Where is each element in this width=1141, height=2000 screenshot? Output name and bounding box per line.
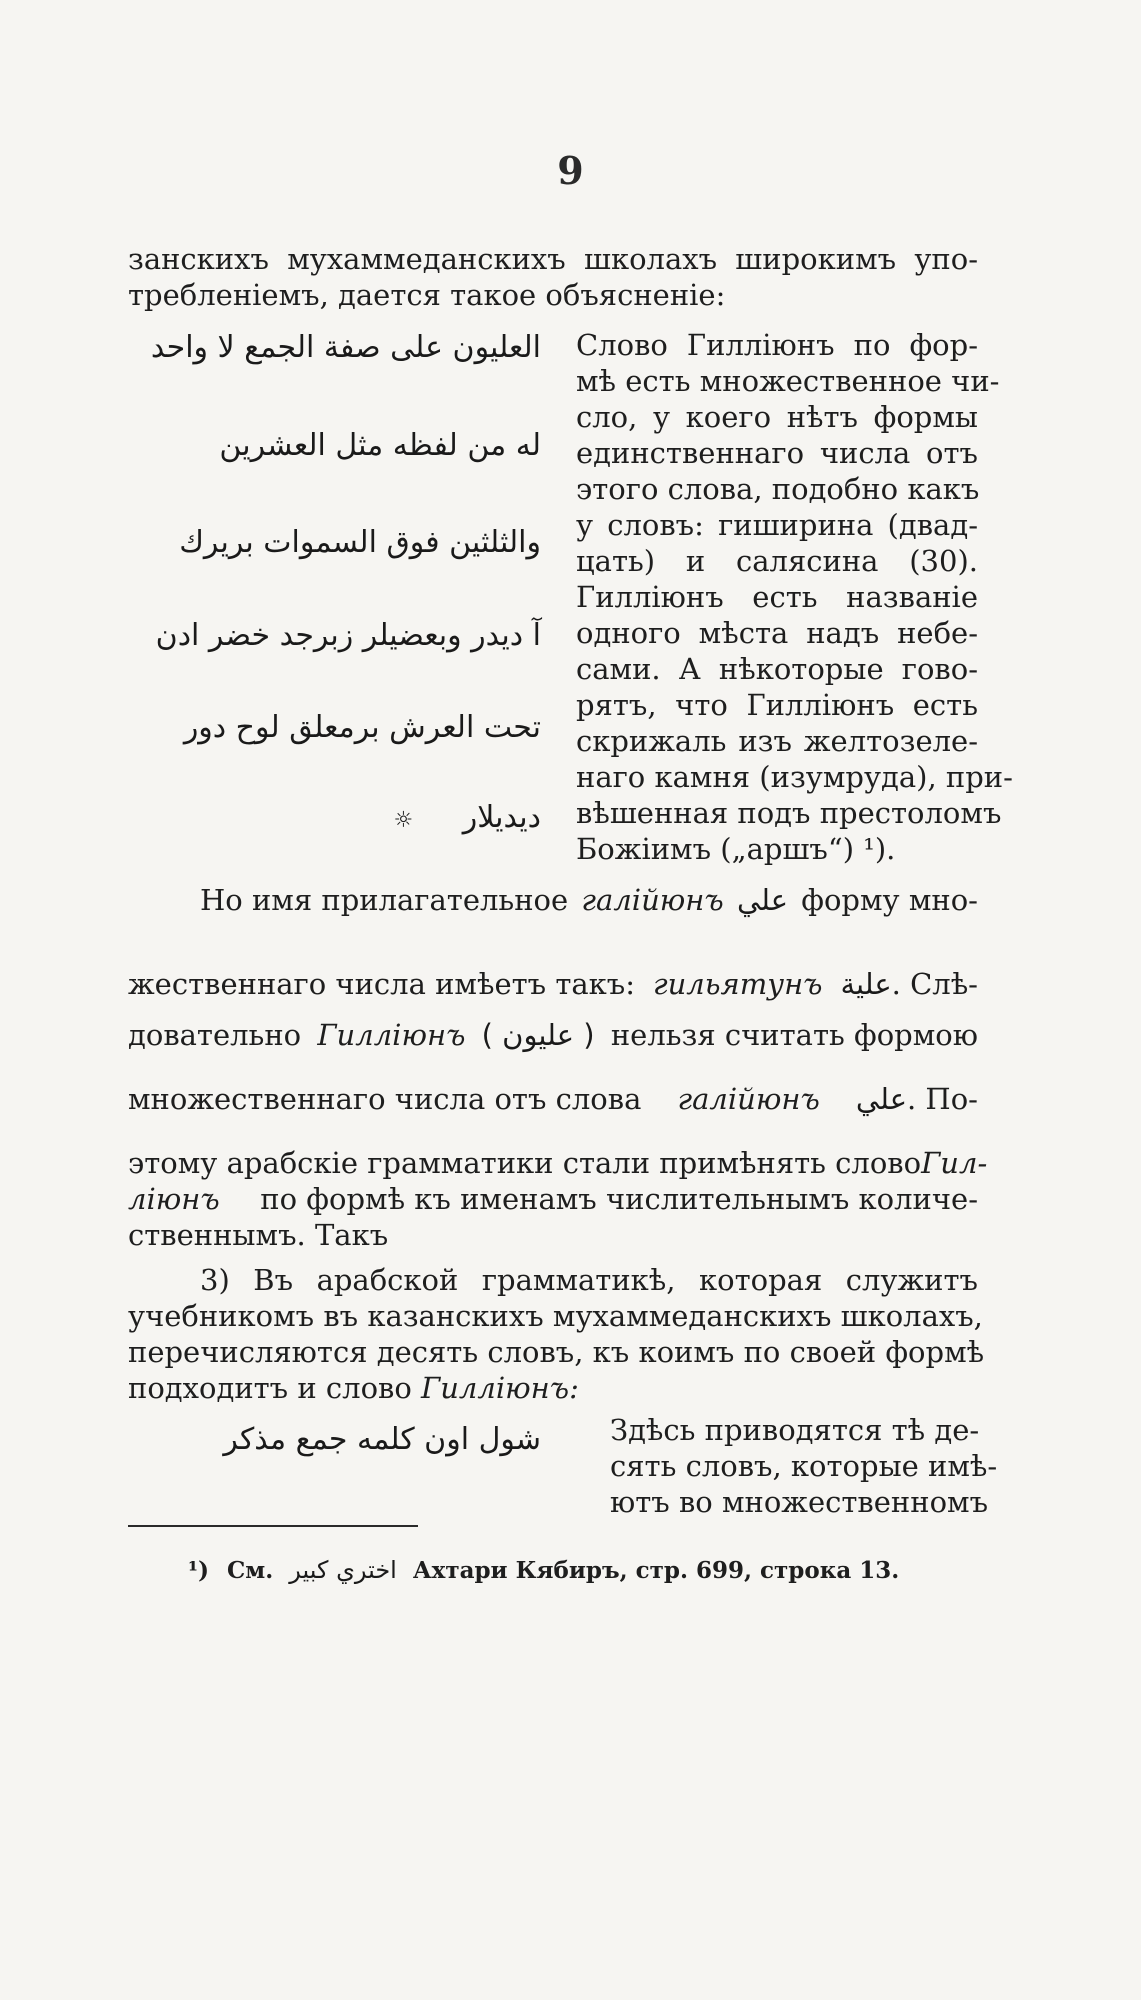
arabic-line-4: آ ديدر وبعضيلر زبرجد خضر ادن <box>155 618 541 653</box>
arabic-line-1: العليون على صفة الجمع لا واحد <box>150 330 541 365</box>
para2-l1-text: Но имя прилагательное <box>200 883 569 917</box>
para2-l6-text: по формѣ къ именамъ числительнымъ количе- <box>260 1182 978 1216</box>
right-column-line-12: скрижаль изъ желтозеле- <box>576 724 978 758</box>
right-column-line-3: сло, у коего нѣтъ формы <box>576 400 978 434</box>
arabic-line-5: تحت العرش برمعلق لوح دور <box>183 710 541 745</box>
para2-l2-arabic: علية <box>840 967 892 1001</box>
right-column-line-5: этого слова, подобно какъ <box>576 472 980 506</box>
footnote-mark: ¹) <box>188 1557 209 1584</box>
right-column-line-15: Божіимъ („аршъ“) ¹). <box>576 832 896 866</box>
para3-line-4 <box>128 1370 978 1406</box>
footnote-rule <box>128 1525 418 1527</box>
para3-line-1: 3) Въ арабской грамматикѣ, которая служитъ <box>200 1263 978 1297</box>
right-column2-line-2: сять словъ, которые имѣ- <box>610 1449 998 1483</box>
para3-line-2: учебникомъ въ казанскихъ мухаммеданскихъ школахъ, <box>128 1299 983 1333</box>
para2-line-2 <box>128 966 978 1002</box>
para2-l5-text: этому арабскіе грамматики стали примѣнять слово <box>128 1146 922 1180</box>
page-number: 9 <box>557 148 584 193</box>
paragraph1-line-2: требленіемъ, дается такое объясненіе: <box>128 278 726 312</box>
para2-l4-tail: . По- <box>907 1082 978 1116</box>
para2-l3-text: довательно <box>128 1018 302 1052</box>
right-column-line-2: мѣ есть множественное чи- <box>576 364 1000 398</box>
right-column-line-11: рятъ, что Гиллiюнъ есть <box>576 688 978 722</box>
right-column-line-6: у словъ: гиширина (двад- <box>576 508 978 542</box>
para2-l2-text: жественнаго числа имѣетъ такъ: <box>128 967 636 1001</box>
paragraph1-line-1: занскихъ мухаммеданскихъ школахъ широкимъ упо- <box>128 242 978 276</box>
right-column-line-1: Слово Гиллiюнъ по фор- <box>576 328 978 362</box>
para3-l4-italic: Гиллiюнъ: <box>421 1371 579 1405</box>
right-column-line-7: цать) и салясина (30). <box>576 544 978 578</box>
para2-l2-tail: . Слѣ- <box>891 967 978 1001</box>
right-column-line-14: вѣшенная подъ престоломъ <box>576 796 1002 830</box>
para2-l3-italic: Гиллiюнъ <box>317 1018 466 1052</box>
right-column2-line-3: ютъ во множественномъ <box>610 1485 989 1519</box>
para2-l3-arabic: ( عليون ) <box>481 1018 595 1052</box>
para2-line-7: ственнымъ. Такъ <box>128 1218 389 1252</box>
para2-line-4 <box>128 1081 978 1117</box>
arabic-line-2: له من لفظه مثل العشرين <box>219 428 541 463</box>
para3-line-3: перечисляются десять словъ, къ коимъ по своей формѣ <box>128 1335 985 1369</box>
right-column-line-8: Гиллiюнъ есть названіе <box>576 580 978 614</box>
para2-l1-italic: галiйюнъ <box>581 883 724 917</box>
arabic-line-6-text: ديديلار <box>462 800 541 835</box>
para2-l1-arabic: علي <box>736 883 789 917</box>
para2-l2-italic: гильятунъ <box>652 967 823 1001</box>
right-column-line-13: наго камня (изумруда), при- <box>576 760 1013 794</box>
footnote <box>188 1556 899 1584</box>
arabic-line-3: والثلثين فوق السموات بريرك <box>179 525 541 560</box>
para2-line-1 <box>200 882 978 918</box>
asterism-mark: ☼ <box>393 808 414 833</box>
para3-l4-text: подходитъ и слово <box>128 1371 412 1405</box>
para2-l3-tail: нельзя считать формою <box>610 1018 978 1052</box>
footnote-text: Ахтари Кябиръ, стр. 699, строка 13. <box>412 1557 900 1584</box>
footnote-arabic: اختري كبير <box>289 1556 397 1584</box>
para2-l4-arabic: علي <box>855 1082 907 1116</box>
para2-line-3 <box>128 1017 978 1053</box>
para2-line-5 <box>128 1145 988 1181</box>
right-column-line-10: сами. А нѣкоторые гово- <box>576 652 978 686</box>
arabic-line-6 <box>394 800 541 835</box>
arabic-line-7: شول اون كلمه جمع مذكر <box>223 1422 541 1457</box>
right-column2-line-1: Здѣсь приводятся тѣ де- <box>610 1413 980 1447</box>
para2-l4-text: множественнаго числа отъ слова <box>128 1082 642 1116</box>
para2-l1-tail: форму мно- <box>801 883 978 917</box>
right-column-line-9: одного мѣста надъ небе- <box>576 616 978 650</box>
para2-l4-italic: галiйюнъ <box>677 1082 820 1116</box>
footnote-prefix: См. <box>226 1557 274 1584</box>
para2-l6-italic: лiюнъ <box>128 1182 220 1216</box>
para2-l5-italic: Гил- <box>921 1146 988 1180</box>
right-column-line-4: единственнаго числа отъ <box>576 436 978 470</box>
para2-line-6 <box>128 1181 978 1217</box>
